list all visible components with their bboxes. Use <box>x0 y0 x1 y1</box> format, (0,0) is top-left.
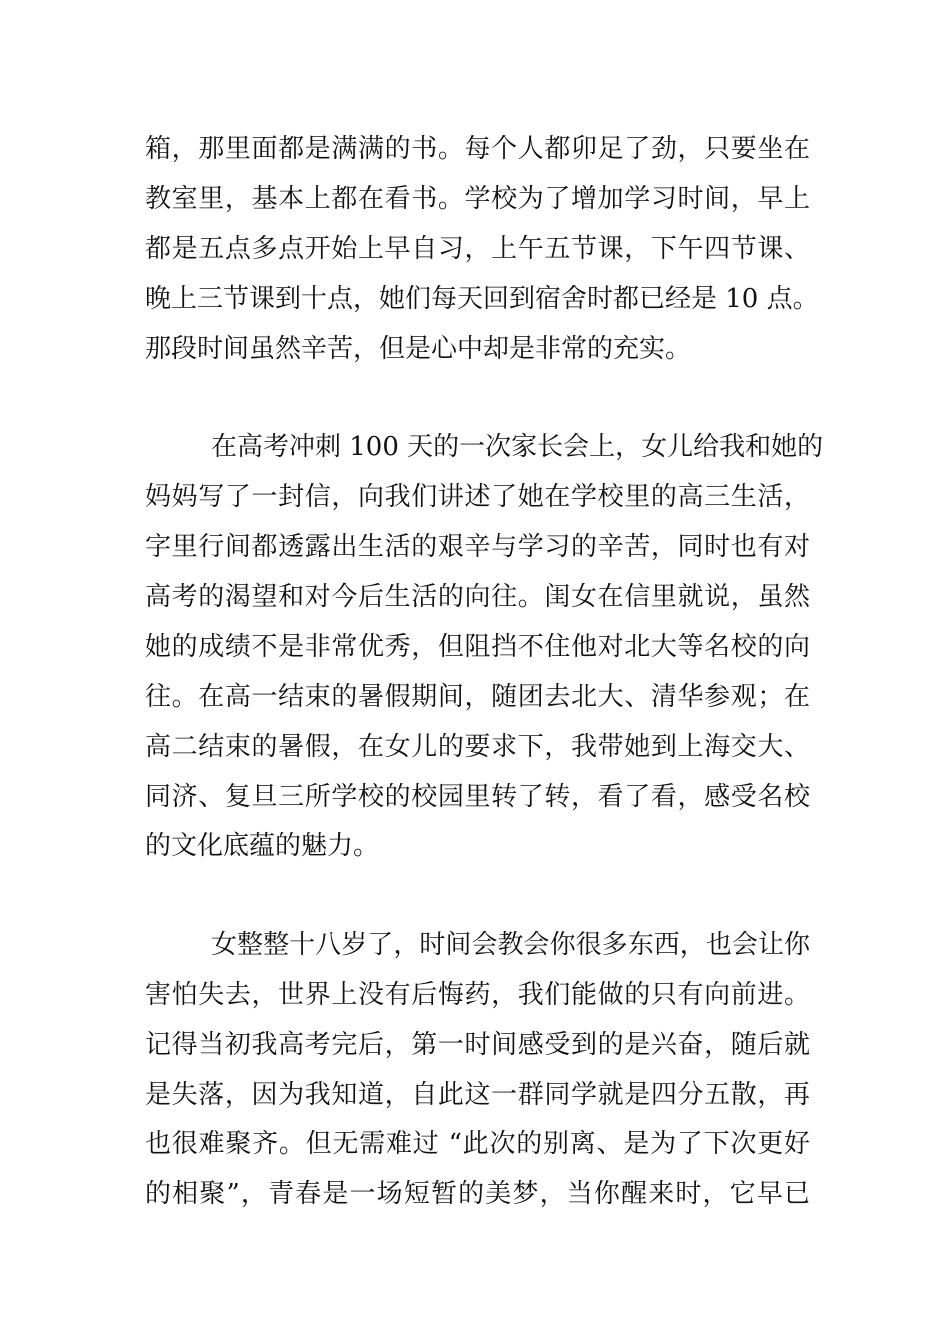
paragraph-2-line-7: 高二结束的暑假，在女儿的要求下，我带她到上海交大、 <box>145 732 810 762</box>
paragraph-2-line-2: 妈妈写了一封信，向我们讲述了她在学校里的高三生活， <box>145 482 810 512</box>
paragraph-1-line-4: 晚上三节课到十点，她们每天回到宿舍时都已经是 10 点。 <box>145 284 819 314</box>
paragraph-2-line-6: 往。在高一结束的暑假期间，随团去北大、清华参观；在 <box>145 682 810 712</box>
paragraph-2-line-9: 的文化底蕴的魅力。 <box>145 831 380 861</box>
paragraph-1-line-1: 箱，那里面都是满满的书。每个人都卯足了劲，只要坐在 <box>145 134 810 164</box>
paragraph-3-line-3: 记得当初我高考完后，第一时间感受到的是兴奋，随后就 <box>145 1030 810 1060</box>
paragraph-1-line-3: 都是五点多点开始上早自习，上午五节课，下午四节课、 <box>145 234 810 264</box>
paragraph-2-line-8: 同济、复旦三所学校的校园里转了转，看了看，感受名校 <box>145 782 810 812</box>
paragraph-3-line-4: 是失落，因为我知道，自此这一群同学就是四分五散，再 <box>145 1080 810 1110</box>
paragraph-1-line-2: 教室里，基本上都在看书。学校为了增加学习时间，早上 <box>145 184 810 214</box>
paragraph-3-line-6: 的相聚”，青春是一场短暂的美梦，当你醒来时，它早已 <box>145 1179 810 1209</box>
paragraph-2-line-1: 在高考冲刺 100 天的一次家长会上，女儿给我和她的 <box>211 432 824 462</box>
paragraph-2-line-3: 字里行间都透露出生活的艰辛与学习的辛苦，同时也有对 <box>145 532 810 562</box>
paragraph-3-line-5: 也很难聚齐。但无需难过 “此次的别离、是为了下次更好 <box>145 1129 810 1159</box>
paragraph-2-line-4: 高考的渴望和对今后生活的向往。闺女在信里就说，虽然 <box>145 582 810 612</box>
paragraph-2-line-5: 她的成绩不是非常优秀，但阻挡不住他对北大等名校的向 <box>145 632 810 662</box>
paragraph-1-line-5: 那段时间虽然辛苦，但是心中却是非常的充实。 <box>145 334 692 364</box>
paragraph-3-line-1: 女整整十八岁了，时间会教会你很多东西，也会让你 <box>211 930 810 960</box>
paragraph-3-line-2: 害怕失去，世界上没有后悔药，我们能做的只有向前进。 <box>145 980 810 1010</box>
